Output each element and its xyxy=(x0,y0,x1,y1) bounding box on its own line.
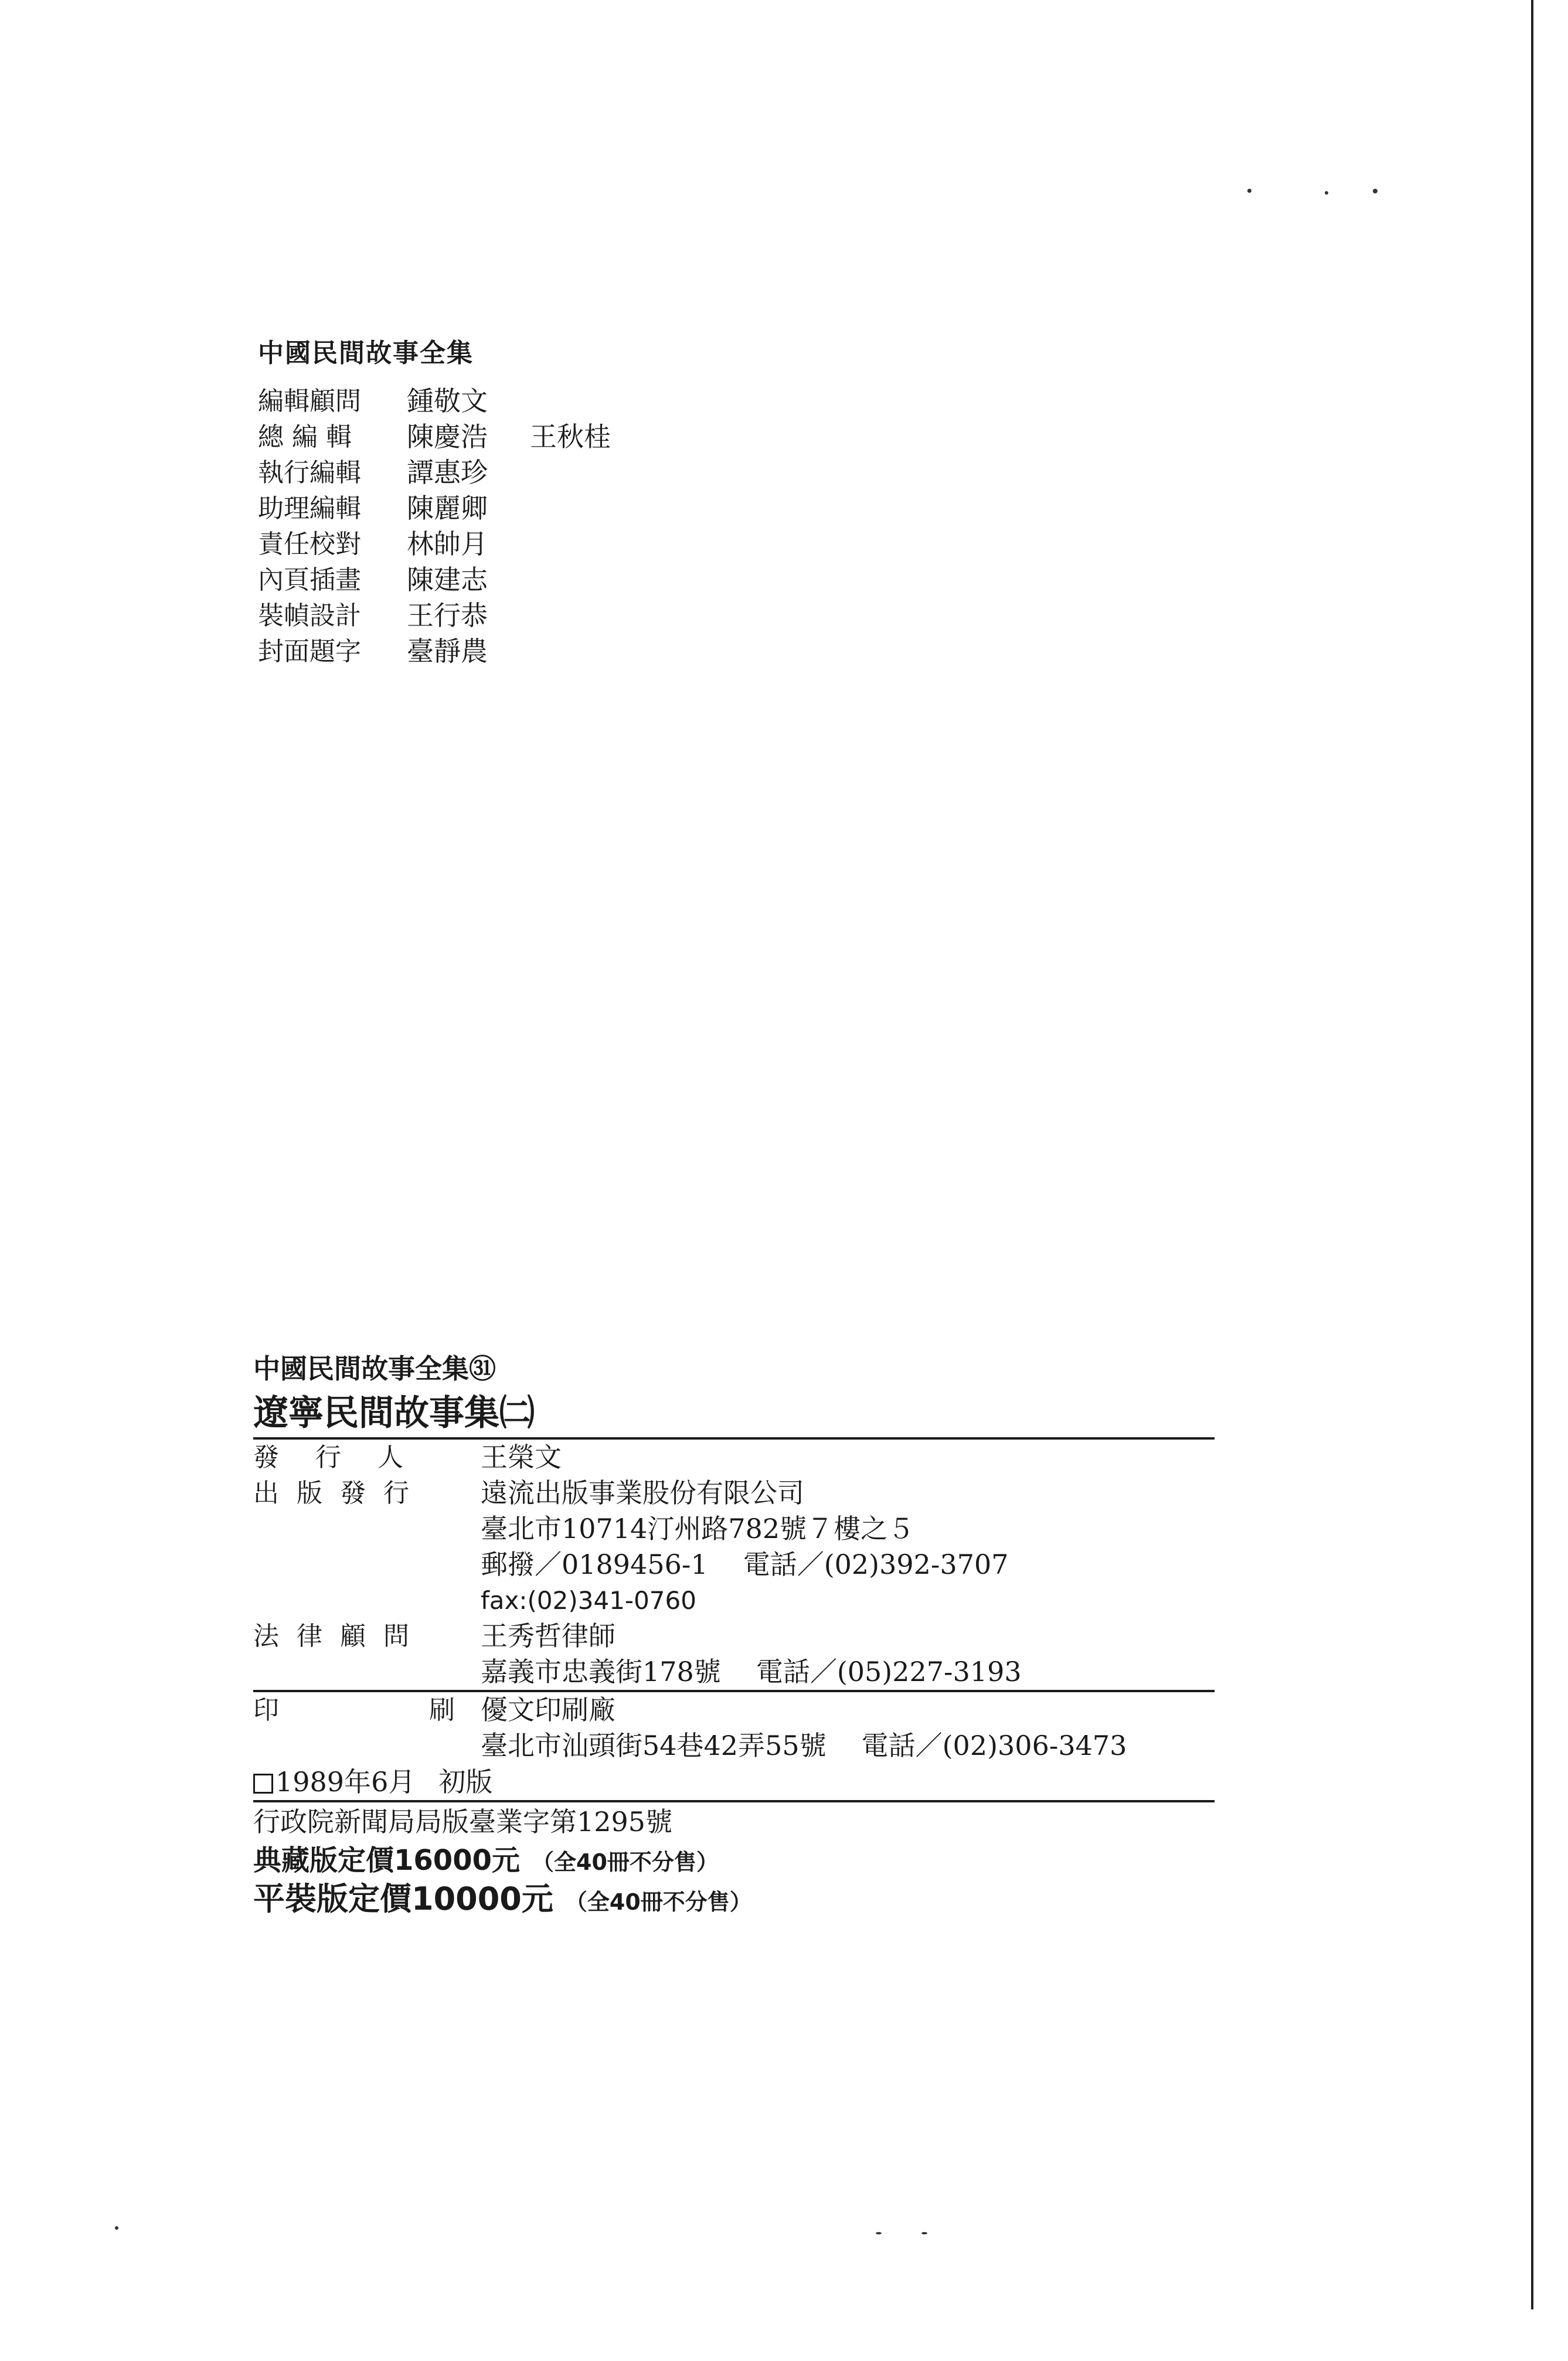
price-deluxe: 典藏版定價16000元 xyxy=(253,1844,520,1877)
spacer xyxy=(826,1728,862,1764)
legal-row xyxy=(253,1618,1215,1654)
printer-row xyxy=(253,1692,1215,1728)
staff-row xyxy=(258,598,647,634)
fax-row xyxy=(253,1583,1215,1618)
legal-address: 嘉義市忠義街178號 xyxy=(481,1656,721,1688)
publisher-name: 王榮文 xyxy=(481,1441,562,1473)
distributor-label: 出版發行 xyxy=(253,1478,427,1508)
editorial-staff-list xyxy=(258,383,647,669)
printer-address-row xyxy=(253,1728,1215,1764)
staff-row xyxy=(258,562,647,598)
staff-role: 裝幀設計 xyxy=(258,601,361,631)
printer-label-right: 刷 xyxy=(429,1695,455,1725)
spacer xyxy=(708,1547,743,1583)
postal-account: 郵撥／0189456-1 xyxy=(481,1549,708,1580)
printer-phone: 電話／(02)306-3473 xyxy=(861,1730,1127,1761)
printer-name: 優文印刷廠 xyxy=(481,1694,615,1726)
label-spacer xyxy=(253,1511,481,1547)
legal-name: 王秀哲律師 xyxy=(481,1620,615,1652)
postal-row xyxy=(253,1547,1215,1583)
distributor-row xyxy=(253,1475,1215,1511)
label-spacer xyxy=(253,1547,481,1583)
staff-name: 王行恭 xyxy=(407,600,488,631)
staff-role: 內頁插畫 xyxy=(258,565,361,595)
edition: 初版 xyxy=(438,1766,493,1798)
distributor-address-row xyxy=(253,1511,1215,1547)
edition-row xyxy=(253,1764,1215,1800)
label-spacer xyxy=(253,1583,481,1618)
colophon-series-line: 中國民間故事全集㉛ xyxy=(253,1353,496,1384)
scan-speck xyxy=(115,2226,118,2230)
scan-speck xyxy=(1247,189,1251,193)
publisher-row xyxy=(253,1440,1215,1475)
page-edge-line xyxy=(1531,0,1533,2309)
price-deluxe-row xyxy=(253,1841,1215,1880)
staff-row xyxy=(258,455,647,491)
staff-name: 臺靜農 xyxy=(407,635,488,667)
staff-row xyxy=(258,526,647,562)
label-spacer xyxy=(253,1728,481,1764)
publisher-label: 發行人 xyxy=(253,1443,440,1472)
edition-date: 1989年6月 xyxy=(275,1766,416,1798)
staff-name: 陳麗卿 xyxy=(407,492,488,524)
series-heading: 中國民間故事全集 xyxy=(258,338,474,368)
staff-name: 林帥月 xyxy=(407,528,488,560)
book-title: 遼寧民間故事集㈡ xyxy=(253,1393,535,1434)
staff-name: 王秋桂 xyxy=(530,421,611,453)
price-deluxe-note: （全40冊不分售） xyxy=(532,1849,719,1875)
staff-row xyxy=(258,634,647,669)
staff-role: 助理編輯 xyxy=(258,494,361,523)
scan-speck xyxy=(1373,189,1377,193)
distributor-address: 臺北市10714汀州路782號７樓之５ xyxy=(481,1513,915,1544)
legal-phone: 電話／(05)227-3193 xyxy=(756,1656,1022,1688)
distributor-name: 遠流出版事業股份有限公司 xyxy=(481,1477,804,1509)
staff-role: 封面題字 xyxy=(258,637,361,666)
printer-address: 臺北市汕頭街54巷42弄55號 xyxy=(481,1730,826,1761)
staff-name: 鍾敬文 xyxy=(407,385,488,417)
staff-row xyxy=(258,491,647,526)
printer-label-left: 印 xyxy=(253,1695,279,1725)
staff-name: 陳建志 xyxy=(407,564,488,596)
distributor-phone: 電話／(02)392-3707 xyxy=(743,1549,1009,1580)
distributor-fax: fax:(02)341-0760 xyxy=(481,1586,696,1615)
legal-label: 法律顧問 xyxy=(253,1621,427,1651)
staff-name: 譚惠珍 xyxy=(407,457,488,488)
staff-role: 編輯顧問 xyxy=(258,386,361,416)
price-paperback-row xyxy=(253,1880,1215,1918)
colophon xyxy=(253,1348,1215,1918)
price-paperback-note: （全40冊不分售） xyxy=(564,1889,752,1915)
staff-name: 陳慶浩 xyxy=(407,421,488,453)
staff-row xyxy=(258,383,647,419)
staff-row xyxy=(258,419,647,455)
staff-role: 執行編輯 xyxy=(258,458,361,488)
license-number: 行政院新聞局局版臺業字第1295號 xyxy=(253,1806,673,1838)
price-paperback: 平裝版定價10000元 xyxy=(253,1880,553,1917)
scan-speck xyxy=(1325,191,1328,195)
checkbox-square-icon xyxy=(253,1774,273,1794)
printer-label xyxy=(253,1692,455,1728)
label-spacer xyxy=(253,1654,481,1690)
legal-address-row xyxy=(253,1654,1215,1690)
staff-role: 責任校對 xyxy=(258,529,361,559)
scan-speck xyxy=(921,2232,927,2234)
staff-role: 總 編 輯 xyxy=(258,422,352,452)
scan-speck xyxy=(876,2232,882,2234)
spacer xyxy=(721,1654,756,1690)
